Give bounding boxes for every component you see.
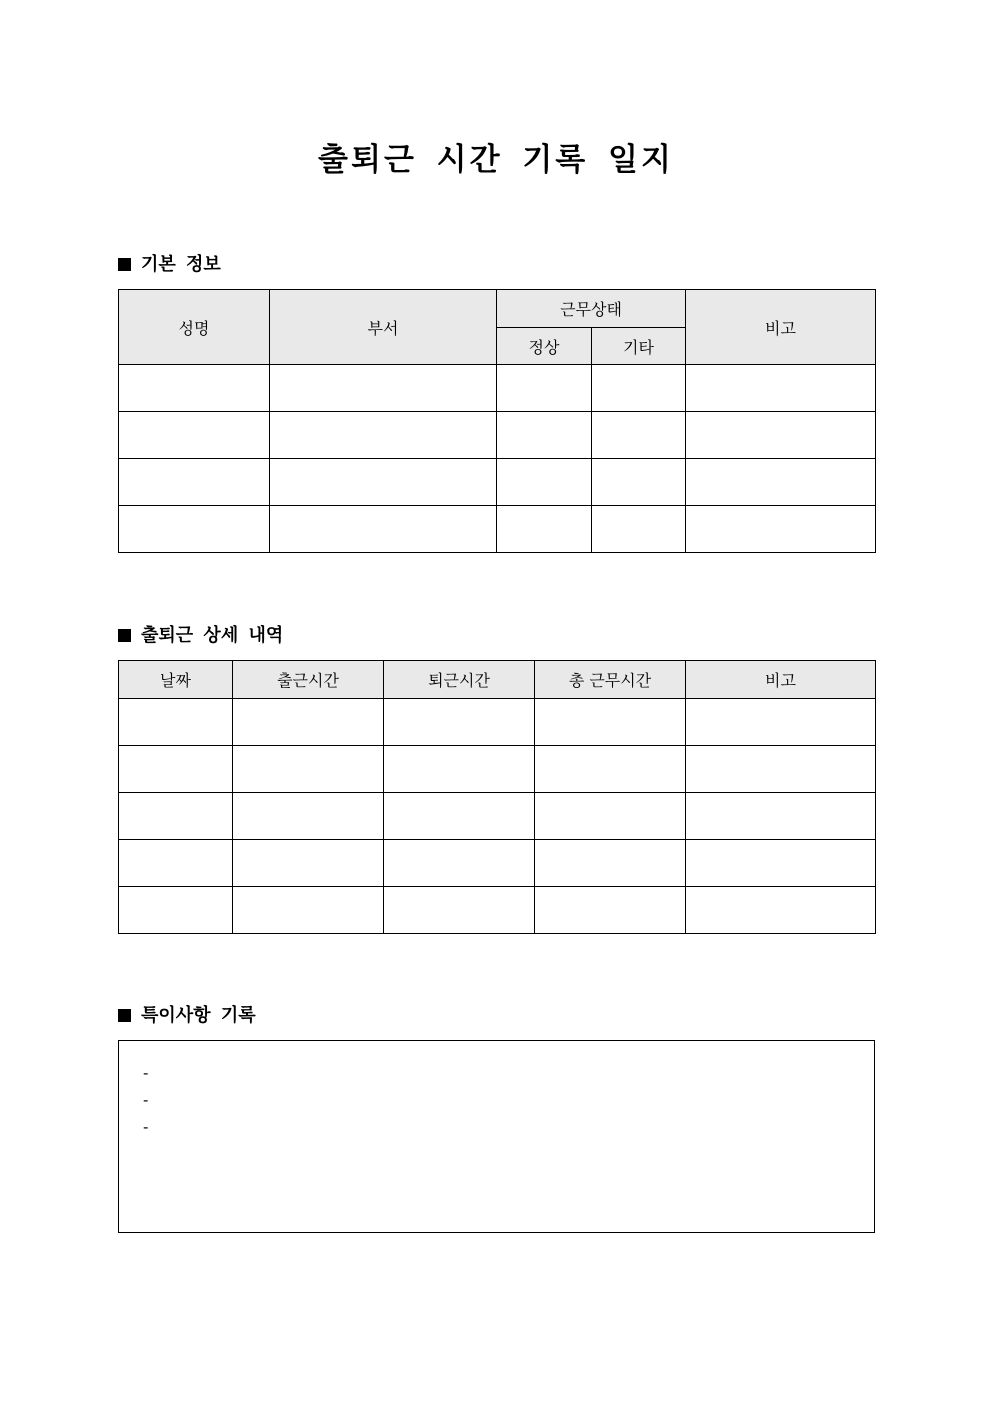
cell-total-hours[interactable] [535,793,686,840]
table-row [119,746,876,793]
cell-department[interactable] [270,459,497,506]
cell-remarks[interactable] [686,412,876,459]
note-line[interactable]: - [143,1064,149,1082]
table-row [119,506,876,553]
table-row [119,412,876,459]
cell-date[interactable] [119,840,233,887]
cell-name[interactable] [119,506,270,553]
cell-total-hours[interactable] [535,746,686,793]
basic-info-table [118,289,876,553]
section-heading-label: 기본 정보 [141,254,221,275]
section-heading-notes [118,1004,256,1028]
section-heading-label: 특이사항 기록 [141,1005,256,1026]
cell-department[interactable] [270,365,497,412]
cell-remarks[interactable] [686,793,876,840]
cell-clock-in[interactable] [233,746,384,793]
table-header-row [119,661,876,699]
cell-other[interactable] [592,412,686,459]
square-bullet-icon [118,629,131,642]
page-title: 출퇴근 시간 기록 일지 [318,142,674,178]
cell-clock-out[interactable] [384,699,535,746]
table-row [119,840,876,887]
cell-clock-out[interactable] [384,840,535,887]
table-row [119,887,876,934]
cell-normal[interactable] [497,365,592,412]
square-bullet-icon [118,258,131,271]
table-row [119,793,876,840]
cell-other[interactable] [592,506,686,553]
cell-clock-in[interactable] [233,840,384,887]
header-clock-in: 출근시간 [233,661,384,699]
cell-other[interactable] [592,365,686,412]
table-header-row [119,290,876,328]
header-work-status: 근무상태 [497,290,686,328]
cell-normal[interactable] [497,506,592,553]
header-remarks: 비고 [686,661,876,699]
cell-clock-out[interactable] [384,793,535,840]
header-department: 부서 [270,290,497,365]
cell-department[interactable] [270,412,497,459]
note-line[interactable]: - [143,1118,149,1136]
header-other: 기타 [592,328,686,365]
cell-department[interactable] [270,506,497,553]
cell-clock-out[interactable] [384,746,535,793]
cell-remarks[interactable] [686,887,876,934]
notes-box[interactable] [118,1040,875,1233]
cell-clock-in[interactable] [233,887,384,934]
cell-total-hours[interactable] [535,887,686,934]
cell-date[interactable] [119,746,233,793]
attendance-detail-table [118,660,876,934]
header-date: 날짜 [119,661,233,699]
header-remarks: 비고 [686,290,876,365]
cell-remarks[interactable] [686,840,876,887]
cell-remarks[interactable] [686,459,876,506]
cell-clock-in[interactable] [233,699,384,746]
header-clock-out: 퇴근시간 [384,661,535,699]
cell-date[interactable] [119,793,233,840]
cell-name[interactable] [119,459,270,506]
header-name: 성명 [119,290,270,365]
cell-total-hours[interactable] [535,699,686,746]
cell-name[interactable] [119,365,270,412]
note-line[interactable]: - [143,1091,149,1109]
cell-normal[interactable] [497,412,592,459]
cell-clock-in[interactable] [233,793,384,840]
table-row [119,365,876,412]
table-row [119,459,876,506]
cell-remarks[interactable] [686,365,876,412]
cell-clock-out[interactable] [384,887,535,934]
header-normal: 정상 [497,328,592,365]
cell-name[interactable] [119,412,270,459]
section-heading-basic-info [118,253,221,277]
cell-remarks[interactable] [686,699,876,746]
cell-remarks[interactable] [686,746,876,793]
cell-other[interactable] [592,459,686,506]
table-row [119,699,876,746]
cell-total-hours[interactable] [535,840,686,887]
cell-date[interactable] [119,887,233,934]
header-total-hours: 총 근무시간 [535,661,686,699]
section-heading-detail [118,624,283,648]
square-bullet-icon [118,1009,131,1022]
cell-date[interactable] [119,699,233,746]
cell-normal[interactable] [497,459,592,506]
cell-remarks[interactable] [686,506,876,553]
section-heading-label: 출퇴근 상세 내역 [141,625,284,646]
